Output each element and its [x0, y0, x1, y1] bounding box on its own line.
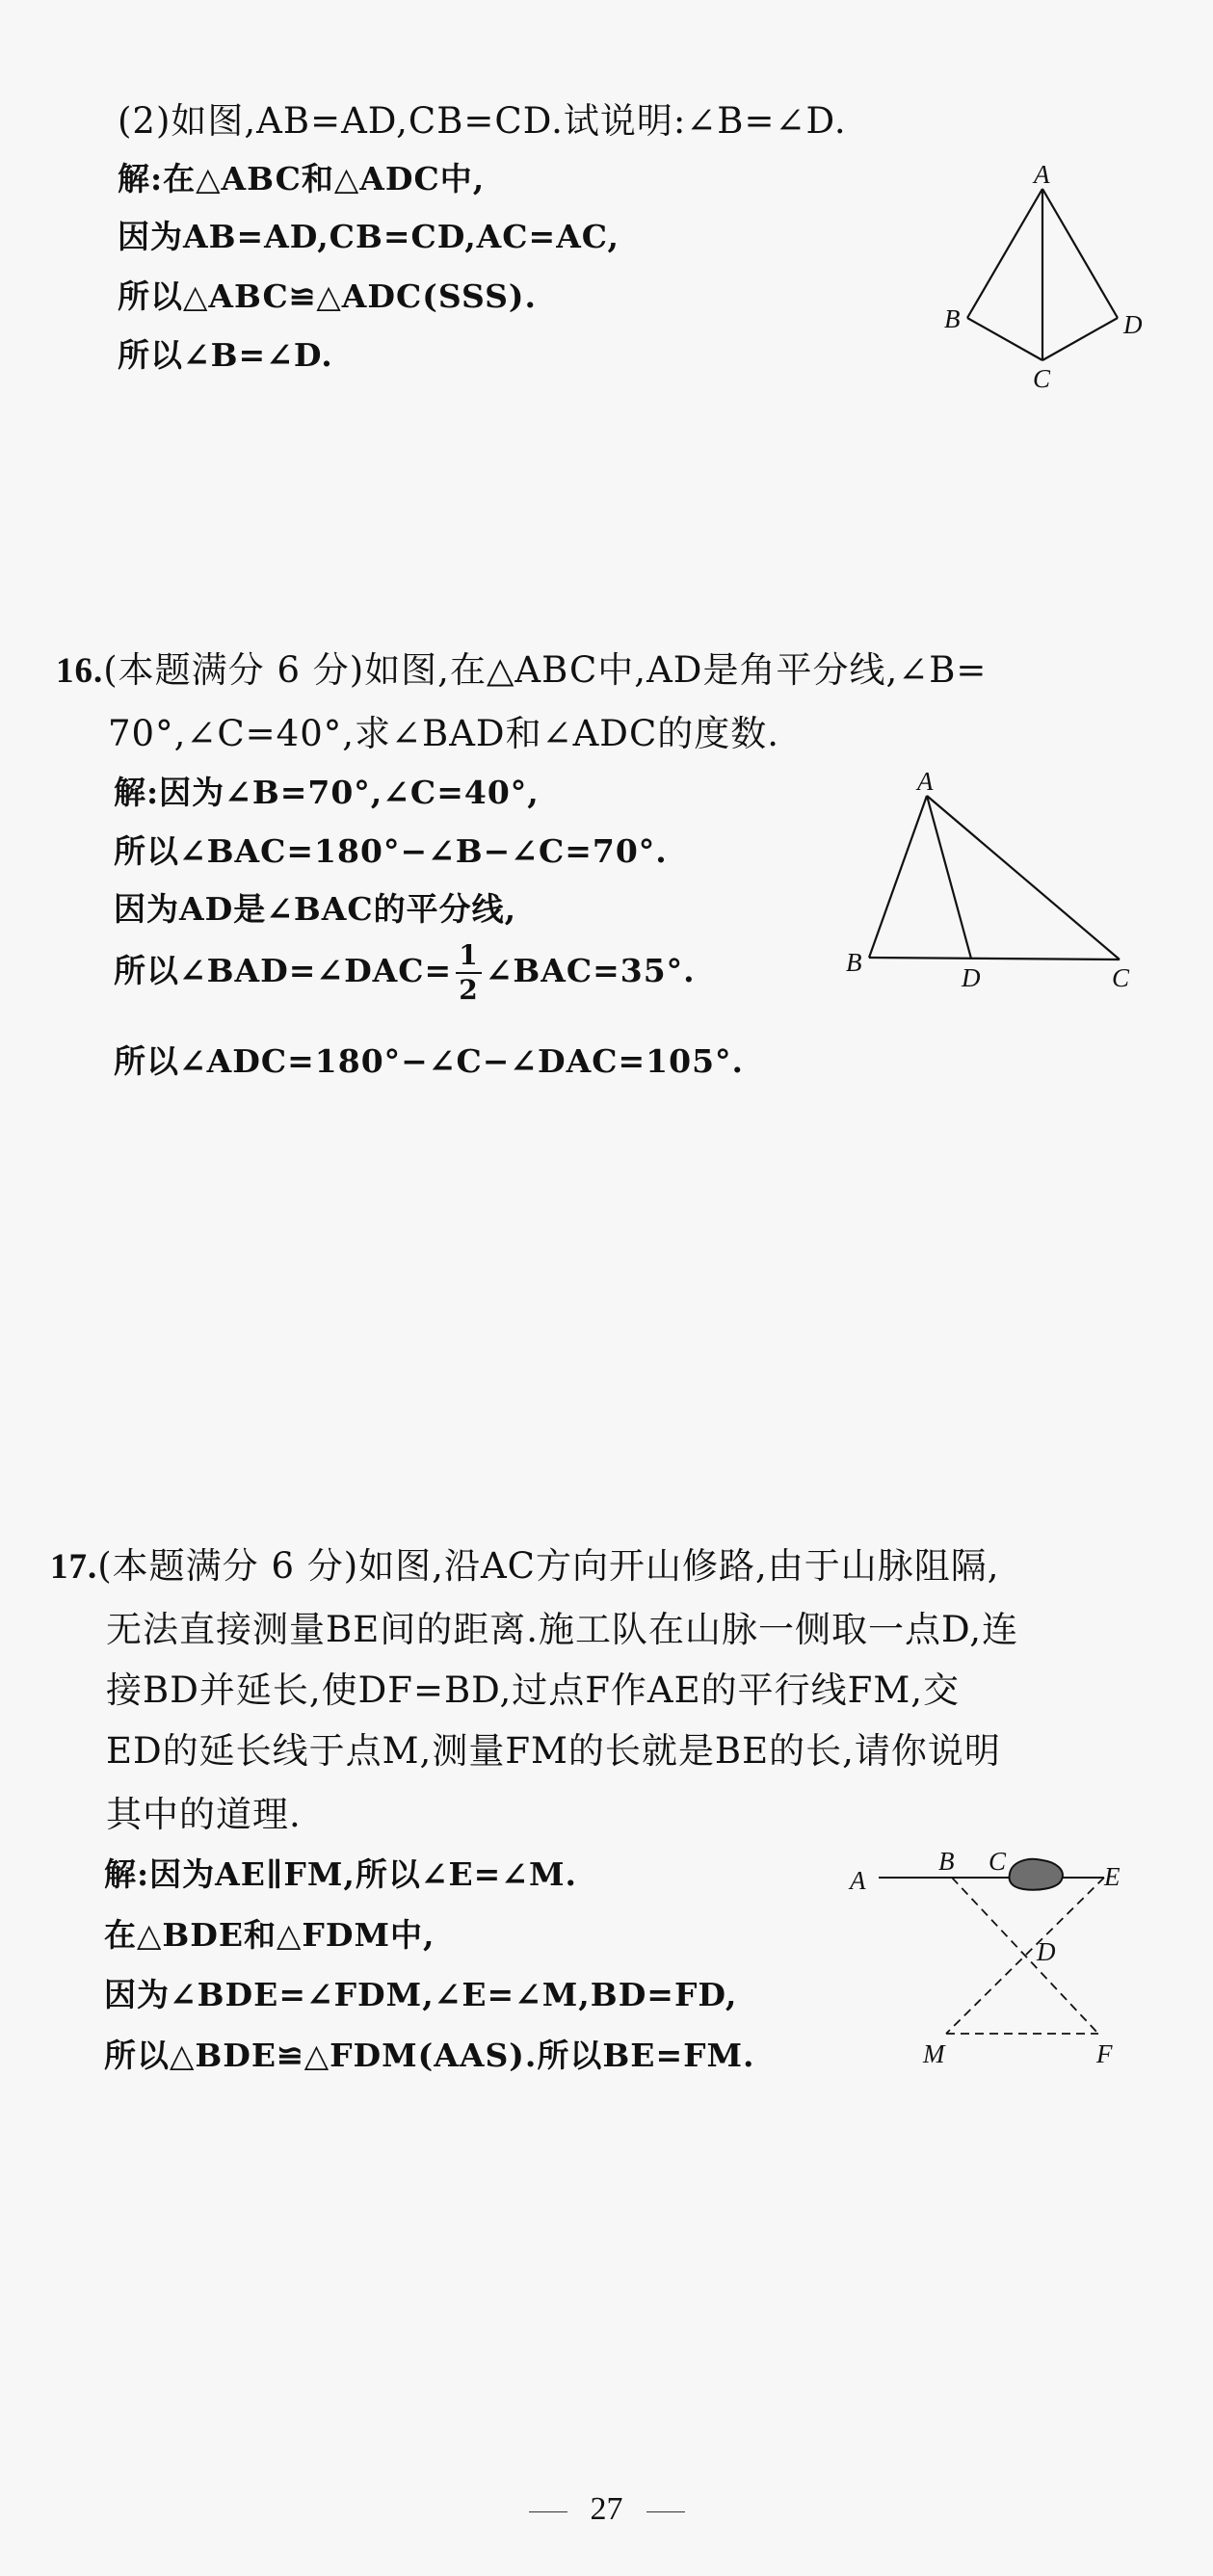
q16-heading	[56, 641, 987, 693]
q15-kite-figure	[925, 154, 1156, 405]
q17-answer-line-1: 解:因为AE∥FM,所以∠E=∠M.	[104, 1855, 577, 1893]
q15-answer-line-2: 因为AB=AD,CB=CD,AC=AC,	[118, 218, 620, 255]
q15-part2-text: (2)如图,AB=AD,CB=CD.试说明:∠B=∠D.	[118, 100, 847, 142]
q15-label-d: D	[1123, 310, 1143, 339]
q16-label-c: C	[1112, 963, 1130, 992]
q15-label-c: C	[1033, 364, 1051, 393]
q16-answer-line-2: 所以∠BAC=180°−∠B−∠C=70°.	[114, 832, 668, 870]
q17-label-d: D	[1037, 1937, 1056, 1966]
q16-label-b: B	[846, 948, 862, 977]
page-number-footer	[0, 2491, 1213, 2528]
q17-label-b: B	[938, 1847, 955, 1876]
page-number-dash-right	[646, 2511, 685, 2512]
q15-label-b: B	[944, 304, 961, 333]
page-number: 27	[590, 2491, 623, 2527]
q16-fraction	[456, 939, 481, 1006]
q16-triangle-figure	[838, 761, 1156, 1002]
q16-answer-line-3: 因为AD是∠BAC的平分线,	[114, 890, 517, 928]
q17-answer-line-2: 在△BDE和△FDM中,	[104, 1916, 435, 1954]
q17-score: (本题满分 6 分)	[97, 1545, 359, 1587]
q17-answer-line-4: 所以△BDE≌△FDM(AAS).所以BE=FM.	[104, 2037, 755, 2074]
q16-answer-frac-after: ∠BAC=35°.	[485, 952, 696, 989]
q16-answer-frac-before: 所以∠BAD=∠DAC=	[114, 952, 453, 989]
q16-text-line-2: 70°,∠C=40°,求∠BAD和∠ADC的度数.	[108, 713, 780, 754]
q17-answer-line-3: 因为∠BDE=∠FDM,∠E=∠M,BD=FD,	[104, 1976, 738, 2013]
q17-label-f: F	[1096, 2039, 1113, 2068]
q15-answer-line-3: 所以△ABC≌△ADC(SSS).	[118, 277, 538, 315]
q15-label-a: A	[1034, 160, 1050, 189]
q17-heading	[50, 1537, 1000, 1589]
q16-frac-denominator: 2	[459, 974, 479, 1006]
q16-answer-line-4	[114, 939, 696, 1006]
q17-label-a: A	[850, 1866, 866, 1895]
q16-label-d: D	[962, 963, 981, 992]
q17-text-line-2: 无法直接测量BE间的距离.施工队在山脉一侧取一点D,连	[106, 1609, 1019, 1650]
mountain-blob	[1010, 1859, 1063, 1890]
q17-road-figure	[838, 1835, 1156, 2076]
q17-number: 17.	[50, 1547, 98, 1587]
q16-score: (本题满分 6 分)	[103, 649, 365, 691]
page-number-dash-left	[529, 2511, 567, 2512]
q16-text-line-1: 如图,在△ABC中,AD是角平分线,∠B=	[364, 649, 988, 691]
q17-text-line-5: 其中的道理.	[106, 1794, 302, 1835]
q17-text-line-4: ED的延长线于点M,测量FM的长就是BE的长,请你说明	[106, 1730, 1001, 1772]
q17-label-c: C	[989, 1847, 1007, 1876]
q16-number: 16.	[56, 651, 104, 691]
q16-answer-line-5: 所以∠ADC=180°−∠C−∠DAC=105°.	[114, 1042, 745, 1080]
q15-answer-line-1: 解:在△ABC和△ADC中,	[118, 160, 486, 197]
q16-frac-numerator: 1	[456, 942, 481, 974]
q17-label-m: M	[923, 2039, 945, 2068]
q17-label-e: E	[1104, 1862, 1121, 1891]
q17-text-line-1: 如图,沿AC方向开山修路,由于山脉阻隔,	[358, 1545, 1000, 1587]
q16-label-a: A	[917, 767, 934, 796]
q16-answer-line-1: 解:因为∠B=70°,∠C=40°,	[114, 774, 540, 811]
q15-answer-line-4: 所以∠B=∠D.	[118, 336, 333, 374]
q17-text-line-3: 接BD并延长,使DF=BD,过点F作AE的平行线FM,交	[106, 1669, 960, 1711]
